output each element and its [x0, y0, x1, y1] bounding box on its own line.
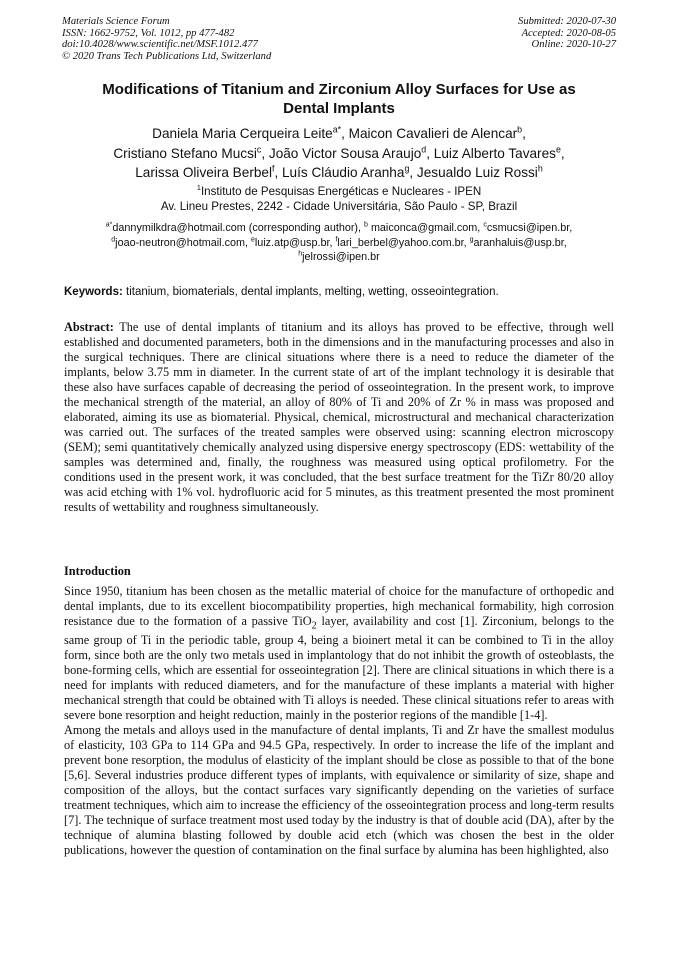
email-address: dannymilkdra@hotmail.com (corresponding author), — [112, 222, 362, 234]
email-address: lari_berbel@yahoo.com.br, — [337, 236, 467, 249]
abstract-paragraph — [64, 320, 614, 515]
author-affil-sup: a* — [332, 124, 342, 135]
email-sup: f — [335, 235, 338, 243]
author-affil-sup: b — [517, 124, 523, 135]
title-line-1: Modifications of Titanium and Zirconium Alloy Surfaces for Use as — [102, 81, 576, 98]
affiliation-address: Av. Lineu Prestes, 2242 - Cidade Universitária, São Paulo - SP, Brazil — [160, 200, 518, 213]
intro-p1-text-b: layer, availability and cost [1]. Zirconium, belongs to the same group of Ti in the periodic table, group 4, being a bioinert metal it can be combined to Ti in the alloy form, since both are the only two metals used in implantology that do not inhibit the growth of osteoblasts, the bone-forming cells, which are essential for osseointegration [2]. There are clinical situations in which there is a need for implants with reduced diameters, and for the manufacture of these implants a material with higher mechanical strength that could be obtained with Ti alloys is needed. These clinical situations refer to areas with severe bone resorption and height reduction, mainly in the posterior regions of the mandible [1-4]. — [64, 614, 614, 723]
author-line-3: Larissa Oliveira Berbel$^f$, Luís Cláudio Aranha$^g$, Jesualdo Luiz Rossi$^h$ — [135, 163, 543, 180]
keywords-line — [64, 286, 499, 298]
email-address: luiz.atp@usp.br, — [254, 236, 333, 249]
author-name: Daniela Maria Cerqueira Leite — [152, 126, 333, 141]
email-address: csmucsi@ipen.br, — [486, 222, 573, 234]
author-name: Larissa Oliveira Berbel — [135, 165, 272, 180]
doi-line: doi:10.4028/www.scientific.net/MSF.1012.477 — [62, 39, 258, 51]
author-line-1: Daniela Maria Cerqueira Leite$^{a*}$, Maicon Cavalieri de Alencar$^b$, — [152, 124, 526, 141]
online-date: Online: 2020-10-27 — [531, 39, 616, 51]
email-address: maiconca@gmail.com, — [370, 222, 481, 234]
abstract-label: Abstract: — [64, 320, 114, 334]
affiliation-institute: Instituto de Pesquisas Energéticas e Nucleares - IPEN — [200, 185, 482, 198]
submitted-date: Submitted: 2020-07-30 — [518, 16, 616, 27]
affiliation-sup: 1 — [196, 183, 201, 193]
author-name: Jesualdo Luiz Rossi — [416, 165, 538, 180]
email-sup: a* — [105, 221, 113, 229]
journal-name: Materials Science Forum — [62, 16, 170, 27]
email-address: jelrossi@ipen.br — [302, 251, 380, 263]
affiliation-block — [50, 184, 628, 214]
journal-header-right — [518, 16, 616, 51]
email-sup: d — [111, 235, 116, 243]
email-sup: c — [483, 221, 487, 229]
author-line-2: Cristiano Stefano Mucsi$^c$, João Victor Sousa Araujo$^d$, Luiz Alberto Tavares$^e$, — [113, 143, 565, 161]
email-sup: e — [250, 235, 255, 243]
email-line-1 — [50, 221, 628, 236]
author-affil-sup: e — [555, 143, 561, 154]
intro-p1-subscript: 2 — [311, 620, 317, 632]
email-address: aranhaluis@usp.br, — [473, 236, 567, 249]
email-line-3 — [50, 250, 628, 265]
author-name: Luiz Alberto Tavares — [433, 145, 556, 161]
author-affil-sup: g — [404, 163, 410, 174]
affiliation-line-1 — [50, 184, 628, 199]
journal-header-left — [62, 16, 271, 62]
intro-paragraph-1 — [64, 584, 614, 723]
author-affil-sup: c — [256, 143, 262, 154]
author-name: Cristiano Stefano Mucsi — [113, 145, 257, 161]
paper-title — [60, 80, 618, 118]
intro-p1-text-a: Since 1950, titanium has been chosen as the metallic material of choice for the manufacture of orthopedic and dental implants, due to its excellent biocompatibility properties, high mechanical formability, high corrosion resistance due to the formation of a passive TiO — [64, 584, 614, 628]
author-affil-sup: d — [421, 143, 427, 154]
email-sup: b — [364, 221, 368, 229]
email-sup: g — [469, 235, 474, 243]
email-line-2 — [50, 236, 628, 251]
copyright-line: © 2020 Trans Tech Publications Ltd, Switzerland — [62, 50, 272, 62]
author-name: Luís Cláudio Aranha — [282, 165, 405, 180]
email-sup: h — [298, 250, 303, 258]
author-affil-sup: h — [537, 163, 543, 174]
intro-paragraph-2: Among the metals and alloys used in the manufacture of dental implants, Ti and Zr have the smallest modulus of elasticity, 103 GPa to 114 GPa and 94.5 GPa, respectively. In order to increase the life of the implant and prevent bone resorption, the modulus of elasticity of the implant should be close as possible to that of the bone [5,6]. Several industries produce different types of implants, with equivalence or similarity of size, shape and composition of the alloys, but the contact surfaces vary significantly depending on the varieties of surface treatment techniques, which aim to increase the efficiency of the osseointegration process and long-term results [7]. The technique of surface treatment most used today by the industry is that of double acid (DA), after by the technique of alumina blasting followed by double acid etch (which was chosen the best in the older publications, however the question of contamination on the final surface by alumina has been highlighted, also — [64, 723, 614, 858]
issn-line: ISSN: 1662-9752, Vol. 1012, pp 477-482 — [62, 27, 235, 39]
email-address: joao-neutron@hotmail.com, — [115, 236, 248, 249]
author-name: Maicon Cavalieri de Alencar — [348, 126, 518, 141]
author-list — [50, 124, 628, 183]
accepted-date: Accepted: 2020-08-05 — [521, 27, 616, 39]
email-block — [50, 221, 628, 265]
keywords-label: Keywords: — [64, 286, 123, 298]
author-name: João Victor Sousa Araujo — [268, 145, 422, 161]
introduction-heading: Introduction — [64, 564, 131, 578]
keywords-text: titanium, biomaterials, dental implants, melting, wetting, osseointegration. — [126, 286, 499, 298]
introduction-body — [64, 584, 614, 858]
author-affil-sup: f — [271, 163, 275, 174]
abstract-text: The use of dental implants of titanium and its alloys has proved to be effective, through well established and documented parameters, both in the dimensions and in the manufacturing processes and also in the surgical techniques. There are clinical situations where there is a need to reduce the diameter of the implants, below 3.75 mm in diameter. In the current state of art of the implant technology it is desirable that these also have surfaces capable of decreasing the period of osseointegration. In the present work, to improve the mechanical strength of the material, an alloy of 80% of Ti and 20% of Zr % in mass was proposed and elaborated, aiming its use as biomaterial. Physical, chemical, microstructural and mechanical characterization was carried out. The surfaces of the treated samples were observed using: scanning electron microscopy (SEM); semi quantitatively chemically analyzed using dispersive energy spectroscopy (EDS: wettability of the samples was determined and, finally, the roughness was measured using optical profilometry. For the conditions used in the present work, it was concluded, that the best surface treatment for the TiZr 80/20 alloy was acid etching with 1% vol. hydrofluoric acid for 5 minutes, as this treatment presented the most prominent results of wettability and roughness simultaneously. — [64, 320, 614, 514]
title-line-2: Dental Implants — [283, 100, 395, 117]
